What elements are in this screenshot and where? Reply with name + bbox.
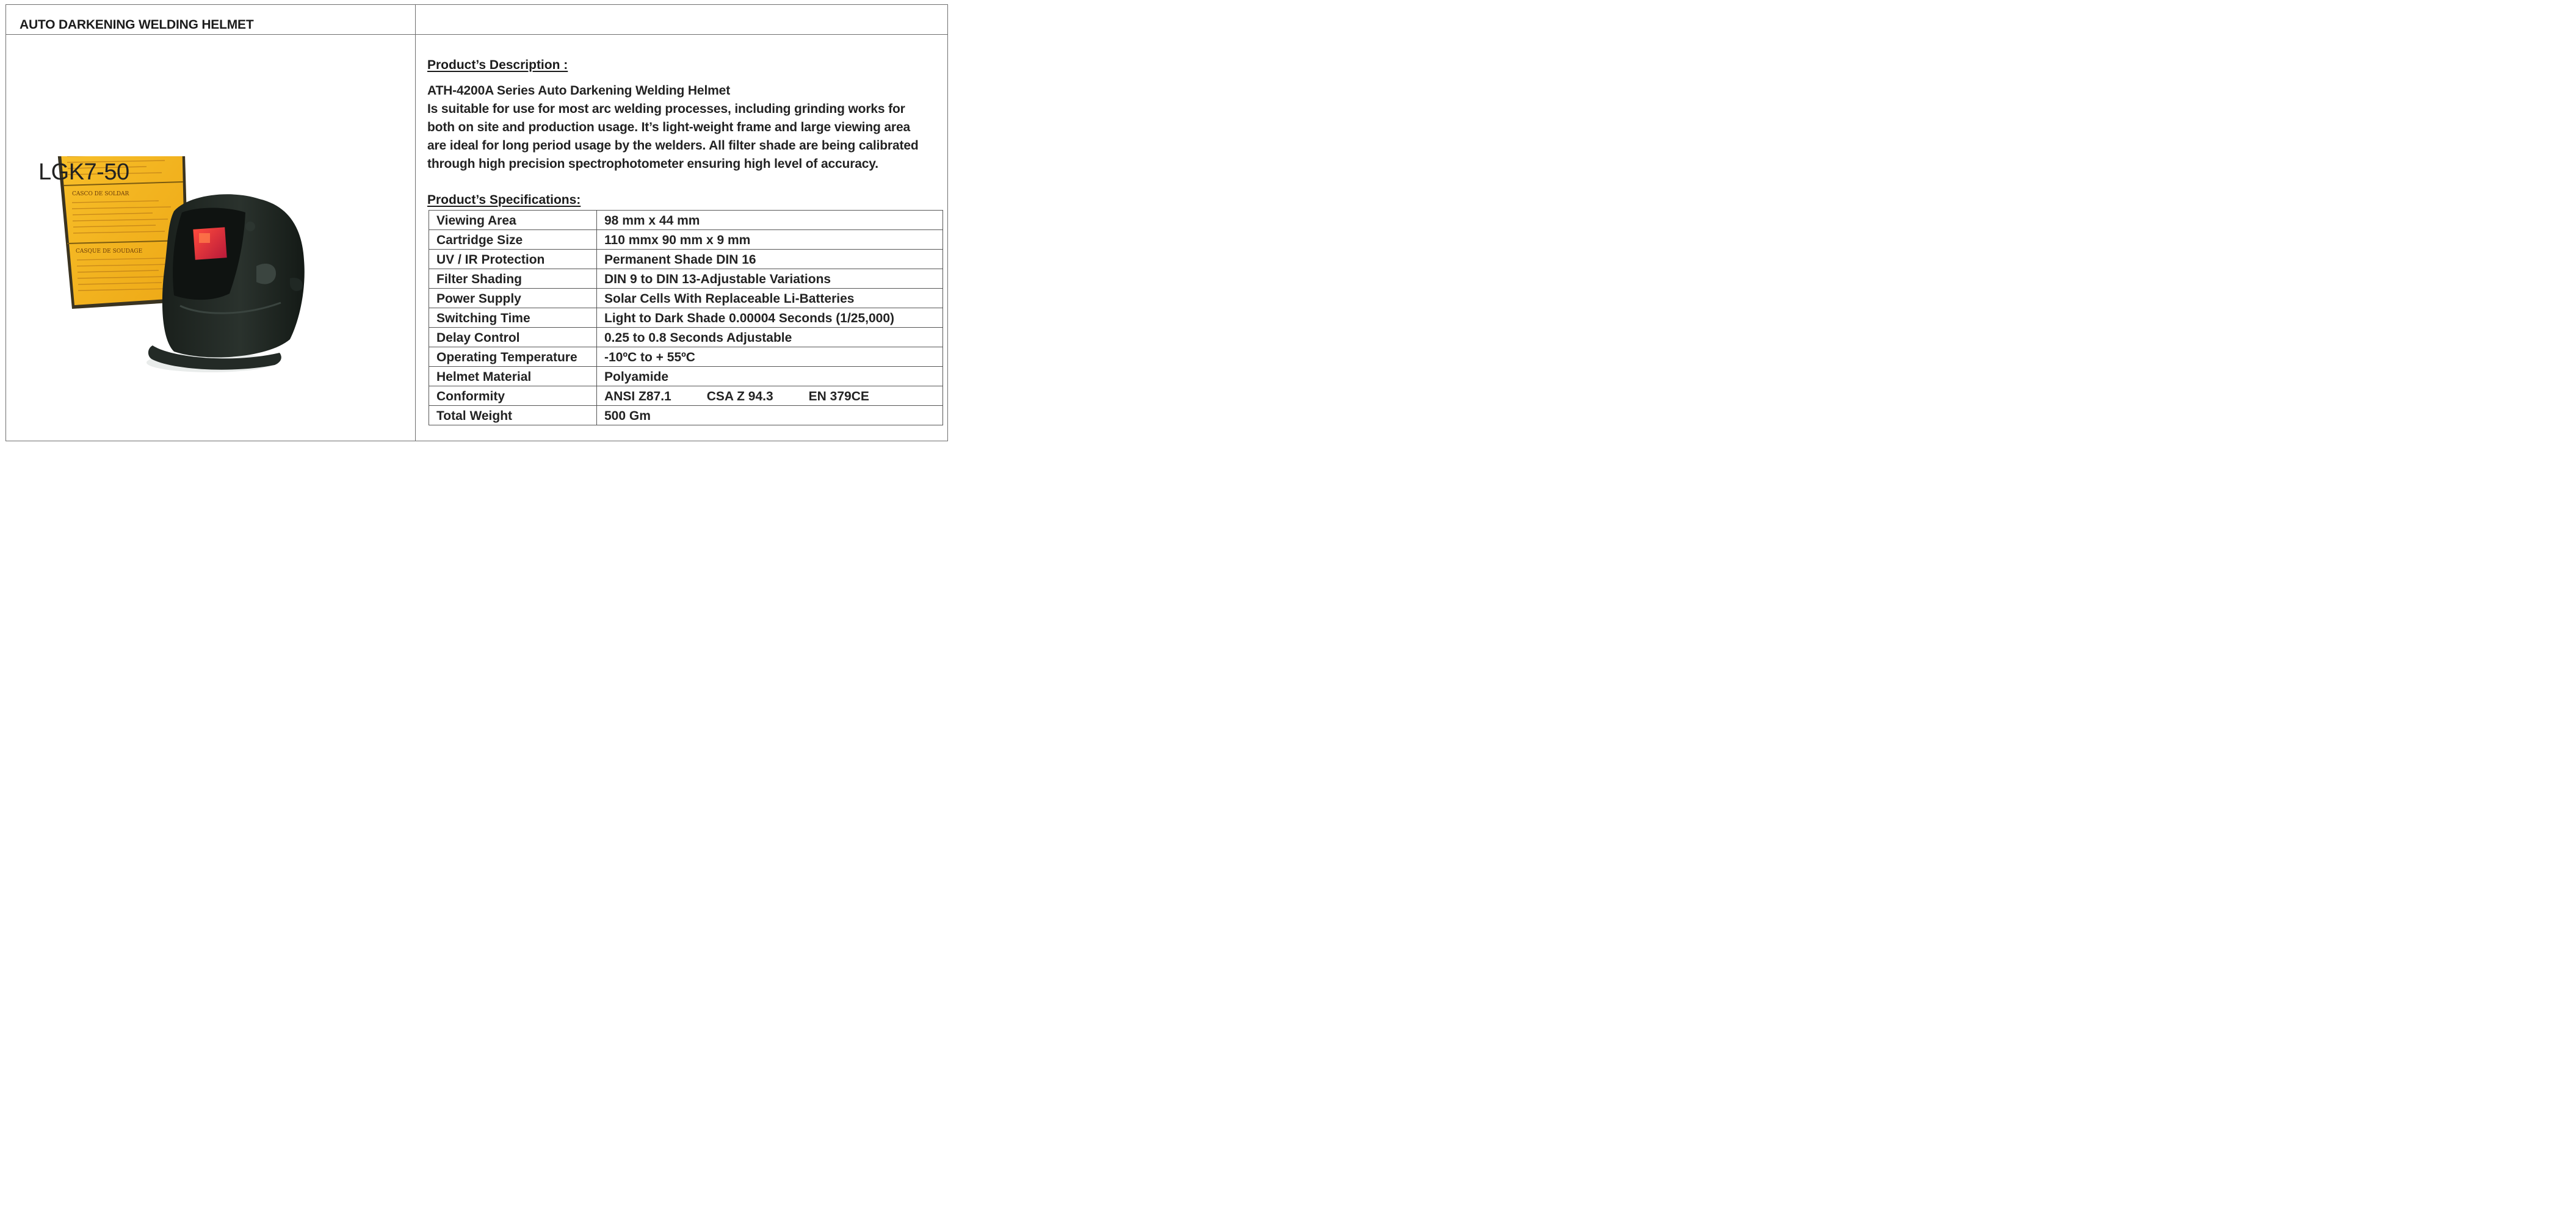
table-row (429, 230, 943, 250)
spec-value: 110 mmx 90 mm x 9 mm (597, 230, 943, 250)
spec-value: 500 Gm (597, 406, 943, 425)
spec-value: 0.25 to 0.8 Seconds Adjustable (597, 328, 943, 347)
product-details-pane (416, 34, 947, 441)
spec-label: Delay Control (429, 328, 597, 347)
spec-label: Helmet Material (429, 367, 597, 386)
conformity-standard: CSA Z 94.3 (706, 389, 773, 403)
spec-label: Switching Time (429, 308, 597, 328)
product-image-pane (6, 34, 415, 441)
page-title: AUTO DARKENING WELDING HELMET (20, 18, 254, 32)
description-line: Is suitable for use for most arc welding processes, including grinding works for (427, 102, 905, 116)
spec-label: Operating Temperature (429, 347, 597, 367)
spec-label: Conformity (429, 386, 597, 406)
spec-value: Permanent Shade DIN 16 (597, 250, 943, 269)
description-line: ATH-4200A Series Auto Darkening Welding Helmet (427, 84, 731, 98)
description-line: through high precision spectrophotometer ensuring high level of accuracy. (427, 157, 878, 171)
specifications-table (429, 210, 943, 425)
spec-value: Solar Cells With Replaceable Li-Batteries (597, 289, 943, 308)
spec-value: -10ºC to + 55ºC (597, 347, 943, 367)
description-body (427, 82, 946, 173)
spec-value: Polyamide (597, 367, 943, 386)
table-row (429, 269, 943, 289)
table-row (429, 347, 943, 367)
specifications-heading: Product’s Specifications: (427, 193, 581, 207)
spec-value: Light to Dark Shade 0.00004 Seconds (1/25,000) (597, 308, 943, 328)
table-row (429, 328, 943, 347)
table-row (429, 406, 943, 425)
conformity-standard: EN 379CE (808, 389, 869, 403)
box-label-2: CASQUE DE SOUDAGE (76, 248, 143, 255)
spec-value: 98 mm x 44 mm (597, 211, 943, 230)
spec-label: Cartridge Size (429, 230, 597, 250)
table-row (429, 308, 943, 328)
spec-label: Viewing Area (429, 211, 597, 230)
table-row (429, 386, 943, 406)
table-row (429, 211, 943, 230)
description-line: both on site and production usage. It’s light-weight frame and large viewing area (427, 120, 911, 134)
box-label-1: CASCO DE SOLDAR (72, 191, 129, 197)
spec-label: Power Supply (429, 289, 597, 308)
header-row (6, 5, 947, 35)
table-row (429, 250, 943, 269)
spec-value (597, 386, 943, 406)
product-photo (49, 156, 336, 376)
spec-label: Filter Shading (429, 269, 597, 289)
conformity-standard: ANSI Z87.1 (604, 389, 671, 403)
table-row (429, 367, 943, 386)
product-sheet (5, 4, 948, 441)
spec-value: DIN 9 to DIN 13-Adjustable Variations (597, 269, 943, 289)
spec-label: UV / IR Protection (429, 250, 597, 269)
spec-label: Total Weight (429, 406, 597, 425)
table-row (429, 289, 943, 308)
model-code: LGK7-50 (38, 159, 129, 185)
description-line: are ideal for long period usage by the welders. All filter shade are being calibrated (427, 139, 919, 153)
description-heading: Product’s Description : (427, 58, 568, 72)
